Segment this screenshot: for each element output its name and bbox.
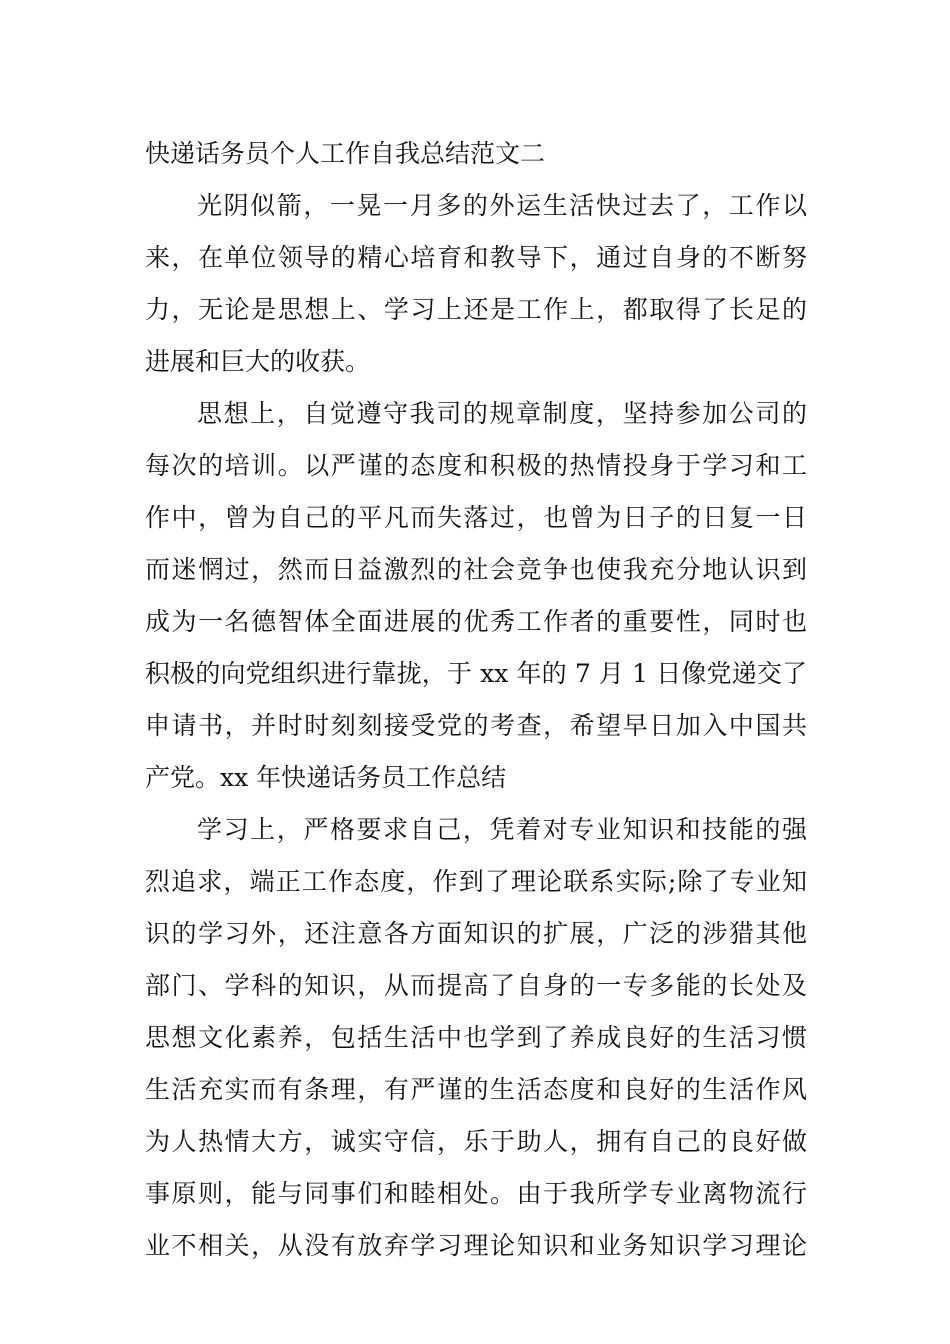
paragraph-line: 积极的向党组织进行靠拢，于 xx 年的 7 月 1 日像党递交了 [145, 659, 807, 688]
paragraph-line: 为人热情大方，诚实守信，乐于助人，拥有自己的良好做 [145, 1127, 807, 1156]
paragraph-3 [145, 804, 807, 1272]
paragraph-line: 业不相关，从没有放弃学习理论知识和业务知识学习理论 [145, 1231, 807, 1260]
paragraph-line: 力，无论是思想上、学习上还是工作上，都取得了长足的 [145, 295, 807, 324]
paragraph-line: 产党。xx 年快递话务员工作总结 [145, 763, 507, 792]
paragraph-2 [145, 388, 807, 804]
paragraph-line: 光阴似箭，一晃一月多的外运生活快过去了，工作以 [197, 191, 807, 220]
paragraph-line: 学习上，严格要求自己，凭着对专业知识和技能的强 [197, 815, 807, 844]
paragraph-line: 每次的培训。以严谨的态度和积极的热情投身于学习和工 [145, 451, 807, 480]
paragraph-line: 生活充实而有条理，有严谨的生活态度和良好的生活作风 [145, 1075, 807, 1104]
document-body [145, 128, 807, 1272]
paragraph-line: 而迷惘过，然而日益激烈的社会竞争也使我充分地认识到 [145, 555, 807, 584]
paragraph-line: 事原则，能与同事们和睦相处。由于我所学专业离物流行 [145, 1179, 807, 1208]
paragraph-line: 思想上，自觉遵守我司的规章制度，坚持参加公司的 [197, 399, 807, 428]
paragraph-line: 识的学习外，还注意各方面知识的扩展，广泛的涉猎其他 [145, 919, 807, 948]
paragraph-line: 作中，曾为自己的平凡而失落过，也曾为日子的日复一日 [145, 503, 807, 532]
paragraph-line: 思想文化素养，包括生活中也学到了养成良好的生活习惯 [145, 1023, 807, 1052]
paragraph-line: 进展和巨大的收获。 [145, 347, 371, 376]
paragraph-line: 来，在单位领导的精心培育和教导下，通过自身的不断努 [145, 243, 807, 272]
paragraph-line: 部门、学科的知识，从而提高了自身的一专多能的长处及 [145, 971, 807, 1000]
paragraph-line: 成为一名德智体全面进展的优秀工作者的重要性，同时也 [145, 607, 807, 636]
paragraph-1 [145, 180, 807, 388]
paragraph-line: 申请书，并时时刻刻接受党的考查，希望早日加入中国共 [145, 711, 807, 740]
paragraph-line: 烈追求，端正工作态度，作到了理论联系实际;除了专业知 [145, 867, 807, 896]
document-title: 快递话务员个人工作自我总结范文二 [145, 139, 546, 168]
